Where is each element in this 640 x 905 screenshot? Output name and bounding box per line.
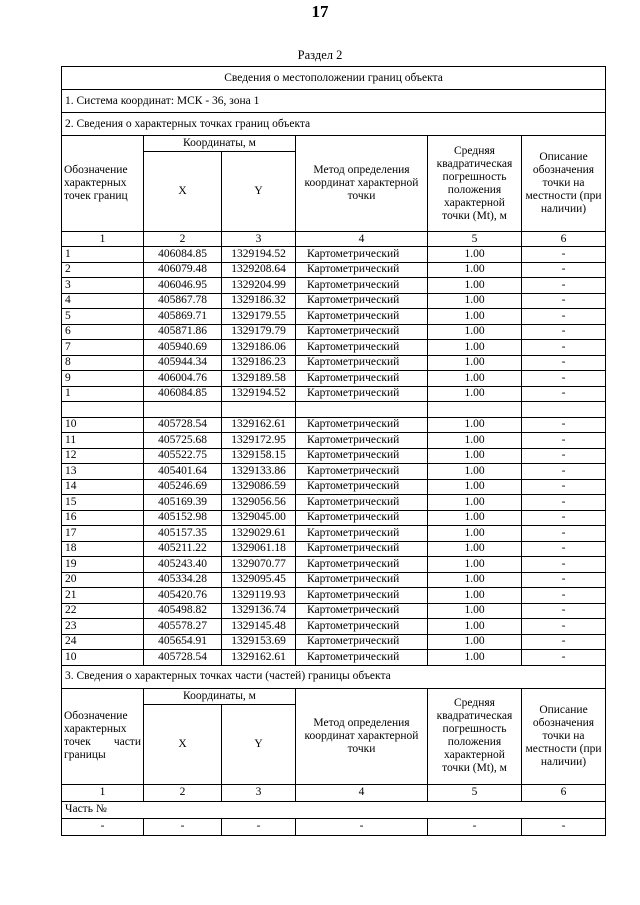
mse-cell: 1.00 bbox=[428, 324, 522, 340]
col-number: 4 bbox=[296, 784, 428, 801]
method-cell: Картометрический bbox=[296, 309, 428, 325]
method-cell: Картометрический bbox=[296, 464, 428, 480]
x-cell: 405728.54 bbox=[144, 417, 222, 433]
mse-cell: 1.00 bbox=[428, 588, 522, 604]
point-number-cell: 10 bbox=[62, 650, 144, 666]
description-cell: - bbox=[522, 479, 606, 495]
method-cell: Картометрический bbox=[296, 371, 428, 387]
col-number: 2 bbox=[144, 232, 222, 247]
x-cell: 405867.78 bbox=[144, 293, 222, 309]
method-cell: Картометрический bbox=[296, 634, 428, 650]
section-title: Раздел 2 bbox=[297, 48, 343, 62]
table-row bbox=[62, 526, 606, 542]
table-row bbox=[62, 340, 606, 356]
header-y-parts: Y bbox=[222, 704, 296, 784]
description-cell: - bbox=[522, 619, 606, 635]
mse-cell: 1.00 bbox=[428, 355, 522, 371]
x-cell: 405498.82 bbox=[144, 603, 222, 619]
table-row bbox=[62, 541, 606, 557]
point-number-cell: 7 bbox=[62, 340, 144, 356]
boundary-table bbox=[61, 66, 606, 836]
table-row bbox=[62, 309, 606, 325]
coordinate-system: 1. Система координат: МСК - 36, зона 1 bbox=[62, 90, 606, 113]
mse-cell: 1.00 bbox=[428, 619, 522, 635]
header-description: Описание обозначения точки на местности (при наличии) bbox=[522, 136, 606, 232]
col-number: 4 bbox=[296, 232, 428, 247]
description-cell: - bbox=[522, 417, 606, 433]
method-cell: Картометрический bbox=[296, 355, 428, 371]
method-cell: Картометрический bbox=[296, 557, 428, 573]
mse-cell: 1.00 bbox=[428, 541, 522, 557]
method-cell: Картометрический bbox=[296, 479, 428, 495]
method-cell: Картометрический bbox=[296, 510, 428, 526]
x-cell: 406079.48 bbox=[144, 262, 222, 278]
point-number-cell: 9 bbox=[62, 371, 144, 387]
method-cell: Картометрический bbox=[296, 619, 428, 635]
point-number-cell: 18 bbox=[62, 541, 144, 557]
x-cell: 405420.76 bbox=[144, 588, 222, 604]
description-cell: - bbox=[522, 340, 606, 356]
x-cell: 405728.54 bbox=[144, 650, 222, 666]
y-cell: 1329119.93 bbox=[222, 588, 296, 604]
col-number: 2 bbox=[144, 784, 222, 801]
parts-heading: 3. Сведения о характерных точках части (частей) границы объекта bbox=[62, 665, 606, 688]
mse-cell: 1.00 bbox=[428, 386, 522, 402]
col-number: 1 bbox=[62, 784, 144, 801]
point-number-cell: 5 bbox=[62, 309, 144, 325]
y-cell: 1329162.61 bbox=[222, 650, 296, 666]
point-number-cell: 1 bbox=[62, 386, 144, 402]
x-cell: 405243.40 bbox=[144, 557, 222, 573]
mse-cell: 1.00 bbox=[428, 417, 522, 433]
col-number: 6 bbox=[522, 232, 606, 247]
col-number: 3 bbox=[222, 784, 296, 801]
y-cell: 1329029.61 bbox=[222, 526, 296, 542]
y-cell: 1329194.52 bbox=[222, 247, 296, 263]
y-cell: 1329162.61 bbox=[222, 417, 296, 433]
point-number-cell: 2 bbox=[62, 262, 144, 278]
col-number: 6 bbox=[522, 784, 606, 801]
method-cell: Картометрический bbox=[296, 262, 428, 278]
method-cell: Картометрический bbox=[296, 526, 428, 542]
col-number: 5 bbox=[428, 232, 522, 247]
y-cell: 1329189.58 bbox=[222, 371, 296, 387]
method-cell: Картометрический bbox=[296, 541, 428, 557]
description-cell: - bbox=[522, 464, 606, 480]
description-cell: - bbox=[522, 293, 606, 309]
header-method-parts: Метод определения координат характерной точки bbox=[296, 688, 428, 784]
mse-cell: 1.00 bbox=[428, 293, 522, 309]
method-cell: Картометрический bbox=[296, 572, 428, 588]
method-cell: Картометрический bbox=[296, 324, 428, 340]
x-cell: 406084.85 bbox=[144, 247, 222, 263]
x-cell: 405578.27 bbox=[144, 619, 222, 635]
x-cell: 405401.64 bbox=[144, 464, 222, 480]
description-cell: - bbox=[522, 588, 606, 604]
mse-cell: 1.00 bbox=[428, 495, 522, 511]
point-number-cell: 4 bbox=[62, 293, 144, 309]
method-cell: Картометрический bbox=[296, 417, 428, 433]
table-row bbox=[62, 650, 606, 666]
method-cell: Картометрический bbox=[296, 278, 428, 294]
table-row bbox=[62, 324, 606, 340]
description-cell: - bbox=[522, 355, 606, 371]
description-cell: - bbox=[522, 541, 606, 557]
point-number-cell: 19 bbox=[62, 557, 144, 573]
col-number: 1 bbox=[62, 232, 144, 247]
x-cell: 405152.98 bbox=[144, 510, 222, 526]
mse-cell: 1.00 bbox=[428, 634, 522, 650]
mse-cell: 1.00 bbox=[428, 448, 522, 464]
method-cell: Картометрический bbox=[296, 650, 428, 666]
mse-cell: 1.00 bbox=[428, 262, 522, 278]
y-cell: 1329172.95 bbox=[222, 433, 296, 449]
description-cell: - bbox=[522, 262, 606, 278]
x-cell: 405246.69 bbox=[144, 479, 222, 495]
description-cell: - bbox=[522, 495, 606, 511]
x-cell: 405169.39 bbox=[144, 495, 222, 511]
mse-cell: 1.00 bbox=[428, 572, 522, 588]
description-cell: - bbox=[522, 526, 606, 542]
method-cell: Картометрический bbox=[296, 448, 428, 464]
part-cell: - bbox=[296, 818, 428, 835]
y-cell: 1329153.69 bbox=[222, 634, 296, 650]
point-number-cell: 10 bbox=[62, 417, 144, 433]
y-cell: 1329194.52 bbox=[222, 386, 296, 402]
table-row bbox=[62, 510, 606, 526]
y-cell: 1329158.15 bbox=[222, 448, 296, 464]
y-cell: 1329186.32 bbox=[222, 293, 296, 309]
mse-cell: 1.00 bbox=[428, 340, 522, 356]
table-row bbox=[62, 603, 606, 619]
contour-separator-row bbox=[62, 402, 606, 418]
description-cell: - bbox=[522, 448, 606, 464]
method-cell: Картометрический bbox=[296, 247, 428, 263]
table-row bbox=[62, 557, 606, 573]
table-row bbox=[62, 278, 606, 294]
y-cell: 1329204.99 bbox=[222, 278, 296, 294]
x-cell: 405211.22 bbox=[144, 541, 222, 557]
mse-cell: 1.00 bbox=[428, 278, 522, 294]
point-number-cell: 13 bbox=[62, 464, 144, 480]
method-cell: Картометрический bbox=[296, 495, 428, 511]
mse-cell: 1.00 bbox=[428, 526, 522, 542]
y-cell: 1329145.48 bbox=[222, 619, 296, 635]
x-cell: 405725.68 bbox=[144, 433, 222, 449]
point-number-cell: 17 bbox=[62, 526, 144, 542]
col-number: 5 bbox=[428, 784, 522, 801]
description-cell: - bbox=[522, 572, 606, 588]
description-cell: - bbox=[522, 324, 606, 340]
point-number-cell: 3 bbox=[62, 278, 144, 294]
y-cell: 1329045.00 bbox=[222, 510, 296, 526]
y-cell: 1329179.79 bbox=[222, 324, 296, 340]
header-mse-parts: Средняя квадратическая погрешность положения характерной точки (Mt), м bbox=[428, 688, 522, 784]
point-number-cell: 11 bbox=[62, 433, 144, 449]
point-number-cell: 6 bbox=[62, 324, 144, 340]
mse-cell: 1.00 bbox=[428, 479, 522, 495]
description-cell: - bbox=[522, 309, 606, 325]
table-title: Сведения о местоположении границ объекта bbox=[62, 67, 606, 90]
header-coordinates: Координаты, м bbox=[144, 136, 296, 152]
page-number: 17 bbox=[311, 2, 329, 21]
method-cell: Картометрический bbox=[296, 386, 428, 402]
header-x-parts: X bbox=[144, 704, 222, 784]
table-row bbox=[62, 619, 606, 635]
mse-cell: 1.00 bbox=[428, 557, 522, 573]
x-cell: 405157.35 bbox=[144, 526, 222, 542]
point-number-cell: 12 bbox=[62, 448, 144, 464]
table-row bbox=[62, 495, 606, 511]
point-number-cell: 24 bbox=[62, 634, 144, 650]
header-part-designation: Обозначение характерных точек части границы bbox=[62, 688, 144, 784]
part-cell: - bbox=[62, 818, 144, 835]
description-cell: - bbox=[522, 650, 606, 666]
y-cell: 1329186.06 bbox=[222, 340, 296, 356]
x-cell: 405869.71 bbox=[144, 309, 222, 325]
header-mse: Средняя квадратическая погрешность положения характерной точки (Mt), м bbox=[428, 136, 522, 232]
description-cell: - bbox=[522, 386, 606, 402]
x-cell: 405334.28 bbox=[144, 572, 222, 588]
table-row bbox=[62, 479, 606, 495]
description-cell: - bbox=[522, 371, 606, 387]
description-cell: - bbox=[522, 247, 606, 263]
y-cell: 1329061.18 bbox=[222, 541, 296, 557]
y-cell: 1329133.86 bbox=[222, 464, 296, 480]
point-number-cell: 21 bbox=[62, 588, 144, 604]
column-numbers-row bbox=[62, 232, 606, 247]
description-cell: - bbox=[522, 278, 606, 294]
x-cell: 405654.91 bbox=[144, 634, 222, 650]
mse-cell: 1.00 bbox=[428, 464, 522, 480]
x-cell: 406004.76 bbox=[144, 371, 222, 387]
table-row bbox=[62, 355, 606, 371]
table-row bbox=[62, 293, 606, 309]
part-data-row bbox=[62, 818, 606, 835]
method-cell: Картометрический bbox=[296, 340, 428, 356]
table-row bbox=[62, 448, 606, 464]
header-coordinates-parts: Координаты, м bbox=[144, 688, 296, 704]
column-numbers-row-parts bbox=[62, 784, 606, 801]
mse-cell: 1.00 bbox=[428, 603, 522, 619]
point-number-cell: 1 bbox=[62, 247, 144, 263]
part-cell: - bbox=[428, 818, 522, 835]
table-row bbox=[62, 262, 606, 278]
header-method: Метод определения координат характерной точки bbox=[296, 136, 428, 232]
part-cell: - bbox=[144, 818, 222, 835]
table-row bbox=[62, 386, 606, 402]
header-x: X bbox=[144, 152, 222, 232]
mse-cell: 1.00 bbox=[428, 510, 522, 526]
x-cell: 406084.85 bbox=[144, 386, 222, 402]
table-row bbox=[62, 464, 606, 480]
mse-cell: 1.00 bbox=[428, 371, 522, 387]
point-number-cell: 8 bbox=[62, 355, 144, 371]
header-point-designation: Обозначение характерных точек границ bbox=[62, 136, 144, 232]
point-number-cell: 23 bbox=[62, 619, 144, 635]
table-row bbox=[62, 588, 606, 604]
part-cell: - bbox=[222, 818, 296, 835]
x-cell: 405522.75 bbox=[144, 448, 222, 464]
y-cell: 1329070.77 bbox=[222, 557, 296, 573]
header-description-parts: Описание обозначения точки на местности (при наличии) bbox=[522, 688, 606, 784]
y-cell: 1329086.59 bbox=[222, 479, 296, 495]
point-number-cell: 14 bbox=[62, 479, 144, 495]
x-cell: 405871.86 bbox=[144, 324, 222, 340]
method-cell: Картометрический bbox=[296, 603, 428, 619]
description-cell: - bbox=[522, 433, 606, 449]
table-row bbox=[62, 433, 606, 449]
y-cell: 1329208.64 bbox=[222, 262, 296, 278]
col-number: 3 bbox=[222, 232, 296, 247]
description-cell: - bbox=[522, 634, 606, 650]
mse-cell: 1.00 bbox=[428, 433, 522, 449]
mse-cell: 1.00 bbox=[428, 650, 522, 666]
description-cell: - bbox=[522, 557, 606, 573]
x-cell: 405944.34 bbox=[144, 355, 222, 371]
table-row bbox=[62, 572, 606, 588]
description-cell: - bbox=[522, 510, 606, 526]
description-cell: - bbox=[522, 603, 606, 619]
point-number-cell: 22 bbox=[62, 603, 144, 619]
point-number-cell: 16 bbox=[62, 510, 144, 526]
mse-cell: 1.00 bbox=[428, 309, 522, 325]
y-cell: 1329136.74 bbox=[222, 603, 296, 619]
y-cell: 1329179.55 bbox=[222, 309, 296, 325]
method-cell: Картометрический bbox=[296, 588, 428, 604]
method-cell: Картометрический bbox=[296, 293, 428, 309]
table-row bbox=[62, 634, 606, 650]
y-cell: 1329095.45 bbox=[222, 572, 296, 588]
part-label: Часть № bbox=[62, 801, 606, 818]
y-cell: 1329186.23 bbox=[222, 355, 296, 371]
mse-cell: 1.00 bbox=[428, 247, 522, 263]
point-number-cell: 15 bbox=[62, 495, 144, 511]
table-row bbox=[62, 417, 606, 433]
points-heading: 2. Сведения о характерных точках границ объекта bbox=[62, 113, 606, 136]
header-y: Y bbox=[222, 152, 296, 232]
part-cell: - bbox=[522, 818, 606, 835]
x-cell: 405940.69 bbox=[144, 340, 222, 356]
y-cell: 1329056.56 bbox=[222, 495, 296, 511]
table-row bbox=[62, 247, 606, 263]
method-cell: Картометрический bbox=[296, 433, 428, 449]
table-row bbox=[62, 371, 606, 387]
point-number-cell: 20 bbox=[62, 572, 144, 588]
x-cell: 406046.95 bbox=[144, 278, 222, 294]
